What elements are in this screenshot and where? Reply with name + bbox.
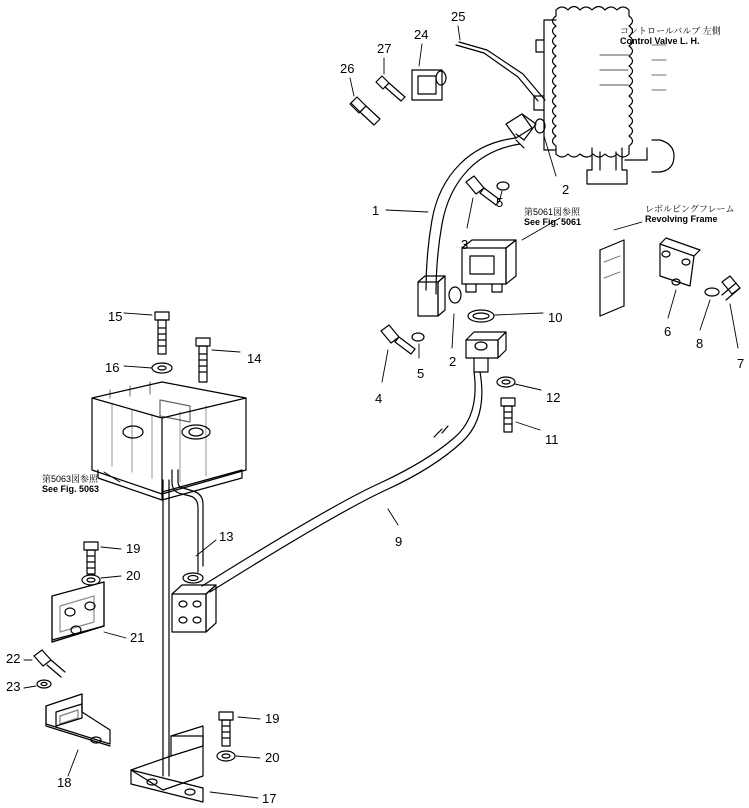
note-control-valve-en: Control Valve L. H. (620, 36, 700, 47)
bolt-11 (501, 398, 515, 432)
callout-3: 3 (461, 237, 469, 252)
callout-12: 12 (546, 390, 561, 405)
oring-10 (468, 310, 494, 322)
washer-20-upper (82, 575, 100, 585)
callout-26: 26 (340, 61, 355, 76)
callout-14: 14 (247, 351, 262, 366)
note-see-fig-5063 (42, 474, 99, 495)
callout-1: 1 (372, 203, 380, 218)
note-revolving-frame (645, 204, 734, 225)
note-see-fig-5061-jp: 第5061図参照 (524, 207, 581, 217)
callout-15: 15 (108, 309, 123, 324)
revolving-frame (598, 222, 642, 324)
bolt-27 (376, 76, 405, 101)
callout-22: 22 (6, 651, 21, 666)
callout-5-upper: 5 (496, 195, 504, 210)
hose-9 (202, 372, 482, 592)
callout-2-lower: 2 (449, 354, 457, 369)
washer-23 (37, 680, 51, 688)
callout-17: 17 (262, 791, 277, 806)
fitting-2-upper (506, 114, 545, 148)
callout-6: 6 (664, 324, 672, 339)
callout-8: 8 (696, 336, 704, 351)
valve-block-center (461, 237, 516, 292)
note-control-valve (620, 26, 721, 47)
note-see-fig-5063-jp: 第5063図参照 (42, 474, 99, 484)
connector-lower (418, 276, 461, 316)
callout-2: 2 (562, 182, 570, 197)
block-24 (412, 70, 446, 100)
block-center-lower (172, 585, 216, 632)
washer-5-lower (412, 333, 424, 341)
bolt-3 (466, 176, 500, 205)
flange-block (466, 332, 506, 372)
note-see-fig-5061 (524, 207, 581, 228)
bolt-4 (381, 325, 415, 354)
note-control-valve-jp: コントロールバルブ 左側 (620, 26, 721, 36)
bolt-15 (155, 312, 169, 354)
bolt-22 (34, 650, 65, 677)
callout-19-lower: 19 (265, 711, 280, 726)
note-revolving-frame-jp: レボルビングフレーム (645, 204, 735, 214)
bracket-17 (131, 726, 203, 808)
washer-20-lower (217, 751, 235, 761)
callout-27: 27 (377, 41, 392, 56)
note-see-fig-5061-en: See Fig. 5061 (524, 217, 582, 228)
bracket-21 (44, 582, 104, 662)
callout-19-upper: 19 (126, 541, 141, 556)
washer-12 (497, 377, 515, 387)
callout-4: 4 (375, 391, 383, 406)
washer-5-upper (497, 182, 509, 190)
callout-13: 13 (219, 529, 234, 544)
callout-21: 21 (130, 630, 145, 645)
note-see-fig-5063-en: See Fig. 5063 (42, 484, 100, 495)
callout-10: 10 (548, 310, 563, 325)
callout-20-lower: 20 (265, 750, 280, 765)
bracket-18 (46, 694, 110, 746)
callout-11: 11 (545, 432, 559, 447)
oring-13 (183, 573, 203, 583)
bolt-19-lower (219, 712, 233, 746)
washer-8 (705, 288, 719, 296)
callout-7: 7 (737, 356, 745, 371)
callout-20-upper: 20 (126, 568, 141, 583)
callout-9: 9 (395, 534, 403, 549)
bolt-19-upper (84, 542, 98, 574)
callout-5-lower: 5 (417, 366, 425, 381)
callout-18: 18 (57, 775, 72, 790)
callout-23: 23 (6, 679, 21, 694)
callout-25: 25 (451, 9, 466, 24)
bracket-6 (660, 238, 700, 286)
hose-25 (456, 42, 545, 101)
washer-16 (152, 363, 172, 373)
bolt-26 (350, 97, 380, 125)
bolt-7 (717, 276, 746, 308)
callout-24: 24 (414, 27, 429, 42)
note-revolving-frame-en: Revolving Frame (645, 214, 718, 225)
callout-16: 16 (105, 360, 120, 375)
bolt-14 (196, 338, 210, 382)
